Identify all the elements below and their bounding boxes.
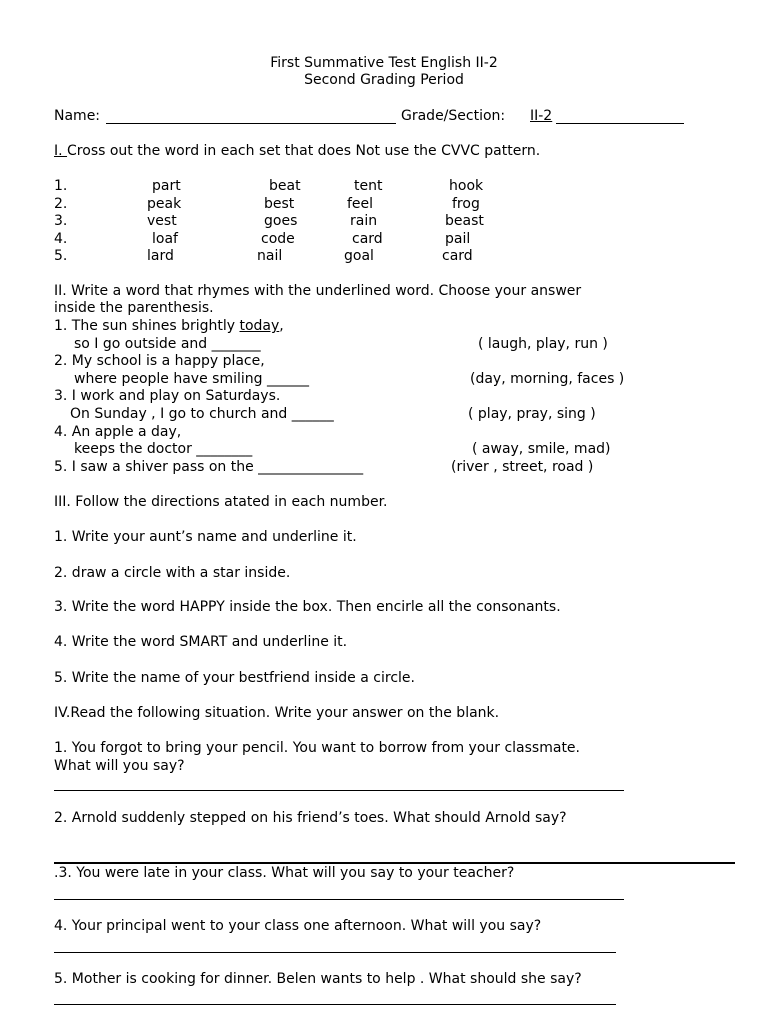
- grade-section-blank[interactable]: [556, 123, 684, 124]
- part2-item-line1: 3. I work and play on Saturdays.: [54, 388, 281, 404]
- part1-word[interactable]: beast: [445, 213, 484, 229]
- part1-row-number: 3.: [54, 213, 68, 229]
- part1-word[interactable]: goes: [264, 213, 298, 229]
- part2-item1-punct: ,: [279, 318, 284, 334]
- grade-section-value: II-2: [530, 108, 553, 124]
- part4-question-cont: What will you say?: [54, 758, 185, 774]
- part4-question: 5. Mother is cooking for dinner. Belen wants to help . What should she say?: [54, 971, 582, 987]
- part2-item-line1: [54, 318, 284, 335]
- part4-question: 4. Your principal went to your class one afternoon. What will you say?: [54, 918, 542, 934]
- part4-question: 1. You forgot to bring your pencil. You want to borrow from your classmate.: [54, 740, 580, 756]
- part1-row-number: 5.: [54, 248, 68, 264]
- name-label: Name:: [54, 108, 101, 124]
- part3-item: 5. Write the name of your bestfriend inside a circle.: [54, 670, 415, 686]
- part1-word[interactable]: tent: [354, 178, 383, 194]
- part2-item-line2[interactable]: so I go outside and _______: [74, 336, 261, 352]
- part1-row-number: 2.: [54, 196, 68, 212]
- part2-instruction: II. Write a word that rhymes with the underlined word. Choose your answer: [54, 283, 582, 299]
- part2-item-line2[interactable]: keeps the doctor ________: [74, 441, 253, 457]
- name-blank[interactable]: [106, 123, 396, 124]
- part1-word[interactable]: rain: [350, 213, 378, 229]
- part1-word[interactable]: beat: [269, 178, 301, 194]
- part2-item-line2[interactable]: On Sunday , I go to church and ______: [70, 406, 334, 422]
- part1-word[interactable]: card: [352, 231, 383, 247]
- part2-choices: (day, morning, faces ): [470, 371, 625, 387]
- part1-numeral: I.: [54, 143, 68, 159]
- part1-word[interactable]: lard: [147, 248, 174, 264]
- part1-instruction: [54, 143, 540, 160]
- part2-item1-text: 1. The sun shines brightly: [54, 318, 240, 334]
- part2-instruction-cont: inside the parenthesis.: [54, 300, 214, 316]
- part1-word[interactable]: feel: [347, 196, 374, 212]
- grade-section-label: Grade/Section:: [401, 108, 506, 124]
- part3-item: 2. draw a circle with a star inside.: [54, 565, 291, 581]
- part2-item-line1: 4. An apple a day,: [54, 424, 182, 440]
- part1-word[interactable]: loaf: [152, 231, 178, 247]
- part3-instruction: III. Follow the directions atated in each number.: [54, 494, 388, 510]
- part1-word[interactable]: pail: [445, 231, 471, 247]
- part2-item-line2[interactable]: where people have smiling ______: [74, 371, 309, 387]
- part1-word[interactable]: hook: [449, 178, 484, 194]
- part2-item-line1[interactable]: 5. I saw a shiver pass on the _______________: [54, 459, 364, 475]
- part4-instruction: IV.Read the following situation. Write your answer on the blank.: [54, 705, 500, 721]
- part1-word[interactable]: nail: [257, 248, 283, 264]
- answer-line[interactable]: [54, 862, 735, 864]
- part2-item-line1: 2. My school is a happy place,: [54, 353, 265, 369]
- test-title: First Summative Test English II-2: [270, 55, 498, 71]
- part2-choices: ( away, smile, mad): [472, 441, 611, 457]
- part1-row-number: 4.: [54, 231, 68, 247]
- part1-word[interactable]: card: [442, 248, 473, 264]
- part3-item: 1. Write your aunt’s name and underline it.: [54, 529, 357, 545]
- part1-instruction-text: Cross out the word in each set that does Not use the CVVC pattern.: [67, 143, 541, 159]
- answer-line[interactable]: [54, 899, 624, 900]
- part3-item: 3. Write the word HAPPY inside the box. Then encirle all the consonants.: [54, 599, 561, 615]
- test-subtitle: Second Grading Period: [304, 72, 464, 88]
- part4-question: 2. Arnold suddenly stepped on his friend’s toes. What should Arnold say?: [54, 810, 567, 826]
- answer-line[interactable]: [54, 1004, 616, 1005]
- part2-choices: (river , street, road ): [451, 459, 594, 475]
- part1-word[interactable]: peak: [147, 196, 182, 212]
- underlined-word: today: [239, 318, 280, 334]
- part4-question: .3. You were late in your class. What will you say to your teacher?: [54, 865, 515, 881]
- part1-word[interactable]: frog: [452, 196, 480, 212]
- part1-word[interactable]: code: [261, 231, 295, 247]
- part3-item: 4. Write the word SMART and underline it.: [54, 634, 348, 650]
- part2-choices: ( laugh, play, run ): [478, 336, 608, 352]
- part1-word[interactable]: goal: [344, 248, 374, 264]
- part1-word[interactable]: best: [264, 196, 295, 212]
- answer-line[interactable]: [54, 952, 616, 953]
- part1-word[interactable]: vest: [147, 213, 177, 229]
- part2-choices: ( play, pray, sing ): [468, 406, 596, 422]
- part1-word[interactable]: part: [152, 178, 181, 194]
- part1-row-number: 1.: [54, 178, 68, 194]
- answer-line[interactable]: [54, 790, 624, 791]
